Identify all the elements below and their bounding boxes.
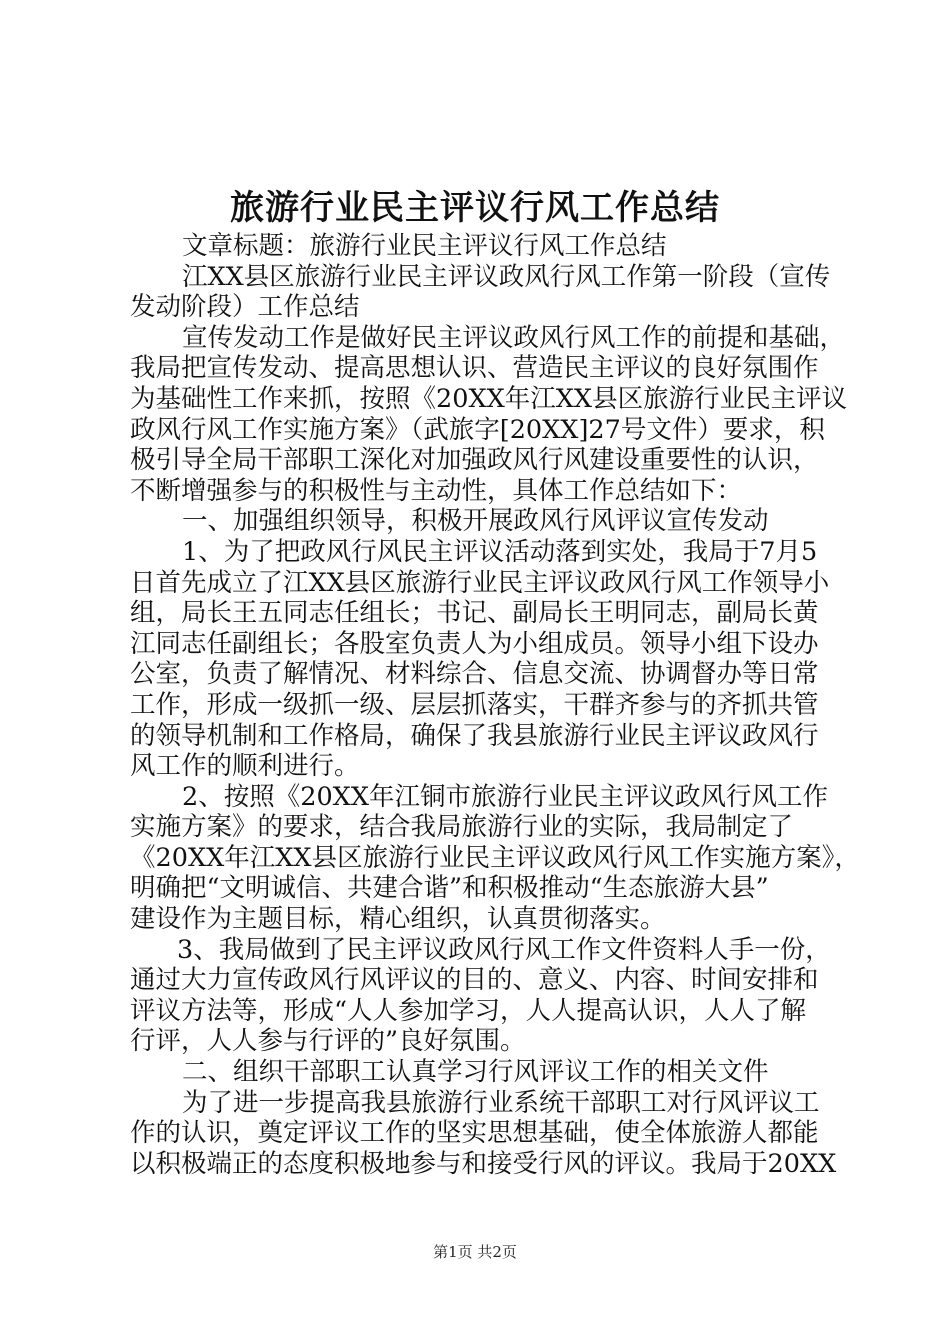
paragraph-line: 风工作的顺利进行。	[130, 751, 360, 782]
paragraph-line: 江同志任副组长；各股室负责人为小组成员。领导小组下设办	[130, 628, 819, 659]
paragraph-line: 我局把宣传发动、提高思想认识、营造民主评议的良好氛围作	[130, 353, 819, 384]
paragraph-line: 政风行风工作实施方案》（武旅字[20XX]27号文件）要求，积	[130, 414, 825, 445]
paragraph-line: 的领导机制和工作格局，确保了我县旅游行业民主评议政风行	[130, 720, 819, 751]
paragraph-line: 1、为了把政风行风民主评议活动落到实处，我局于7月5	[182, 536, 818, 567]
subtitle-line: 江XX县区旅游行业民主评议政风行风工作第一阶段（宣传	[182, 261, 831, 292]
paragraph-line: 3、我局做到了民主评议政风行风工作文件资料人手一份，	[177, 934, 831, 965]
paragraph-line: 通过大力宣传政风行风评议的目的、意义、内容、时间安排和	[130, 965, 819, 996]
section-heading-1: 一、加强组织领导，积极开展政风行风评议宣传发动	[182, 506, 769, 537]
paragraph-line: 宣传发动工作是做好民主评议政风行风工作的前提和基础，	[182, 322, 846, 353]
paragraph-line: 极引导全局干部职工深化对加强政风行风建设重要性的认识，	[130, 445, 819, 476]
paragraph-line: 作的认识，奠定评议工作的坚实思想基础，使全体旅游人都能	[130, 1118, 819, 1149]
page-number-footer: 第1页 共2页	[433, 1243, 517, 1261]
paragraph-line: 《20XX年江XX县区旅游行业民主评议政风行风工作实施方案》，	[130, 842, 860, 873]
section-heading-2: 二、组织干部职工认真学习行风评议工作的相关文件	[182, 1057, 769, 1088]
document-title: 旅游行业民主评议行风工作总结	[230, 188, 720, 228]
paragraph-line: 行评，人人参与行评的”良好氛围。	[130, 1026, 526, 1057]
paragraph-line: 为了进一步提高我县旅游行业系统干部职工对行风评议工	[182, 1087, 820, 1118]
article-title-line: 文章标题：旅游行业民主评议行风工作总结	[182, 231, 667, 261]
paragraph-line: 公室，负责了解情况、材料综合、信息交流、协调督办等日常	[130, 659, 819, 690]
paragraph-line: 2、按照《20XX年江铜市旅游行业民主评议政风行风工作	[182, 781, 828, 812]
paragraph-line: 组，局长王五同志任组长；书记、副局长王明同志，副局长黄	[130, 598, 819, 629]
paragraph-line: 建设作为主题目标，精心组织，认真贯彻落实。	[130, 904, 666, 935]
subtitle-line-cont: 发动阶段）工作总结	[130, 292, 360, 323]
paragraph-line: 明确把“文明诚信、共建合谐”和积极推动“生态旅游大县”	[130, 873, 769, 904]
paragraph-line: 不断增强参与的积极性与主动性，具体工作总结如下：	[130, 475, 743, 506]
document-body	[130, 231, 860, 1179]
paragraph-line: 工作，形成一级抓一级、层层抓落实，干群齐参与的齐抓共管	[130, 689, 819, 720]
paragraph-line: 为基础性工作来抓，按照《20XX年江XX县区旅游行业民主评议	[130, 383, 848, 414]
paragraph-line: 评议方法等，形成“人人参加学习，人人提高认识，人人了解	[130, 995, 807, 1026]
paragraph-line: 以积极端正的态度积极地参与和接受行风的评议。我局于20XX	[130, 1148, 837, 1179]
paragraph-line: 日首先成立了江XX县区旅游行业民主评议政风行风工作领导小	[130, 567, 830, 598]
paragraph-line: 实施方案》的要求，结合我局旅游行业的实际，我局制定了	[130, 812, 794, 843]
